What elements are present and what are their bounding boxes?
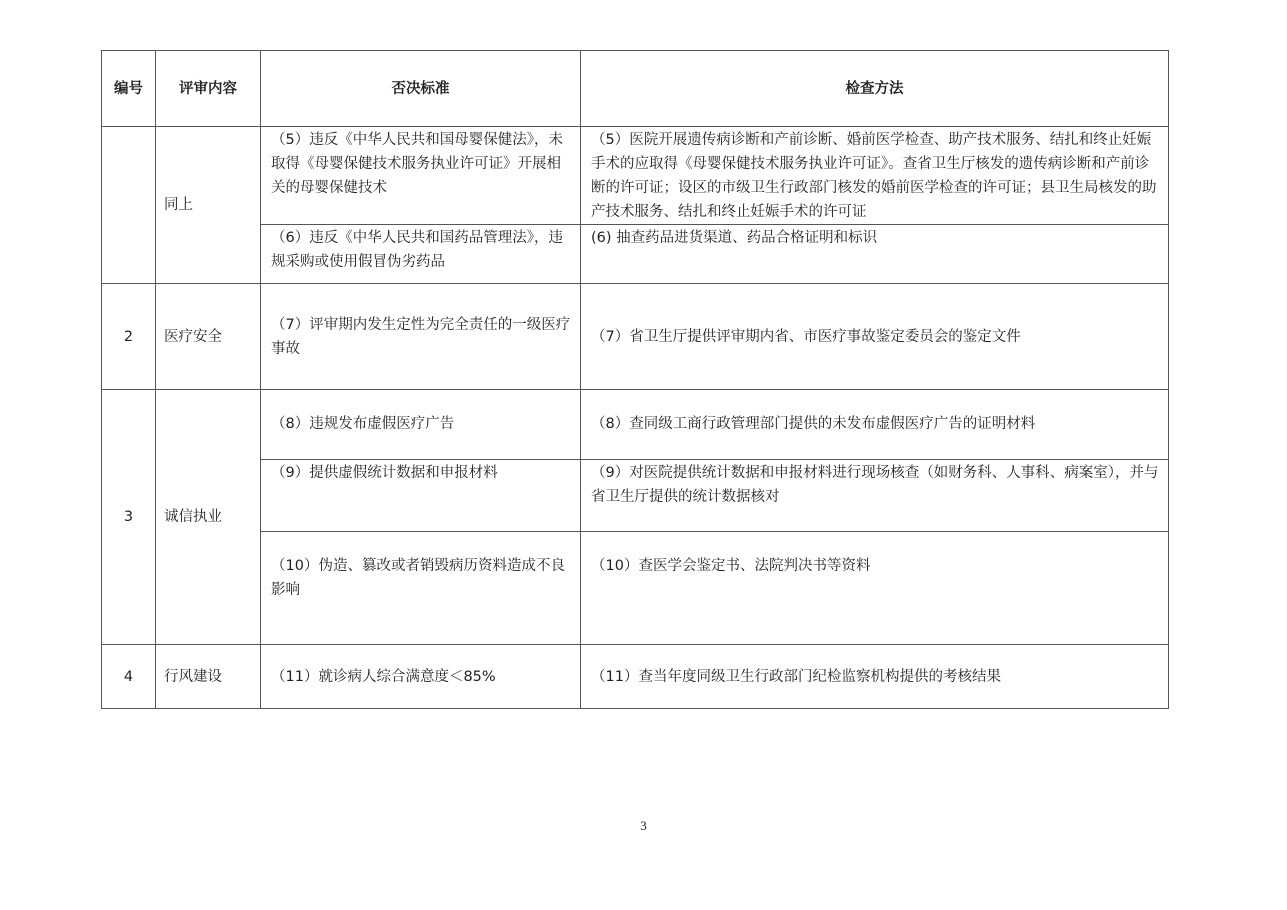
table-row bbox=[102, 390, 1169, 460]
row-category: 诚信执业 bbox=[156, 390, 261, 645]
standard-cell: （9）提供虚假统计数据和申报材料 bbox=[261, 460, 581, 532]
header-standard: 否决标准 bbox=[261, 51, 581, 127]
table-row bbox=[102, 127, 1169, 225]
header-content: 评审内容 bbox=[156, 51, 261, 127]
row-category: 医疗安全 bbox=[156, 284, 261, 390]
row-number: 3 bbox=[102, 390, 156, 645]
header-num: 编号 bbox=[102, 51, 156, 127]
header-method: 检查方法 bbox=[581, 51, 1169, 127]
row-category: 同上 bbox=[156, 127, 261, 284]
table-row bbox=[102, 225, 1169, 284]
method-cell: （11）查当年度同级卫生行政部门纪检监察机构提供的考核结果 bbox=[581, 645, 1169, 709]
header-row bbox=[102, 51, 1169, 127]
review-table bbox=[101, 50, 1169, 709]
table-row bbox=[102, 645, 1169, 709]
table-row bbox=[102, 532, 1169, 645]
method-cell: （10）查医学会鉴定书、法院判决书等资料 bbox=[581, 532, 1169, 645]
row-number: 2 bbox=[102, 284, 156, 390]
standard-cell: （8）违规发布虚假医疗广告 bbox=[261, 390, 581, 460]
method-cell: （9）对医院提供统计数据和申报材料进行现场核查（如财务科、人事科、病案室），并与省卫生厅提供的统计数据核对 bbox=[581, 460, 1169, 532]
method-cell: (6) 抽查药品进货渠道、药品合格证明和标识 bbox=[581, 225, 1169, 284]
method-cell: （8）查同级工商行政管理部门提供的未发布虚假医疗广告的证明材料 bbox=[581, 390, 1169, 460]
standard-cell: （7）评审期内发生定性为完全责任的一级医疗事故 bbox=[261, 284, 581, 390]
table-row bbox=[102, 284, 1169, 390]
standard-cell: （11）就诊病人综合满意度＜85% bbox=[261, 645, 581, 709]
row-number bbox=[102, 127, 156, 284]
method-cell: （7）省卫生厅提供评审期内省、市医疗事故鉴定委员会的鉴定文件 bbox=[581, 284, 1169, 390]
standard-cell: （5）违反《中华人民共和国母婴保健法》，未取得《母婴保健技术服务执业许可证》开展相关的母婴保健技术 bbox=[261, 127, 581, 225]
table-row bbox=[102, 460, 1169, 532]
standard-cell: （10）伪造、篡改或者销毁病历资料造成不良影响 bbox=[261, 532, 581, 645]
row-category: 行风建设 bbox=[156, 645, 261, 709]
row-number: 4 bbox=[102, 645, 156, 709]
standard-cell: （6）违反《中华人民共和国药品管理法》，违规采购或使用假冒伪劣药品 bbox=[261, 225, 581, 284]
method-cell: （5）医院开展遗传病诊断和产前诊断、婚前医学检查、助产技术服务、结扎和终止妊娠手术的应取得《母婴保健技术服务执业许可证》。查省卫生厅核发的遗传病诊断和产前诊断的许可证；设区的市级卫生行政部门核发的婚前医学检查的许可证；县卫生局核发的助产技术服务、结扎和终止妊娠手术的许可证 bbox=[581, 127, 1169, 225]
page-number: 3 bbox=[640, 818, 647, 833]
